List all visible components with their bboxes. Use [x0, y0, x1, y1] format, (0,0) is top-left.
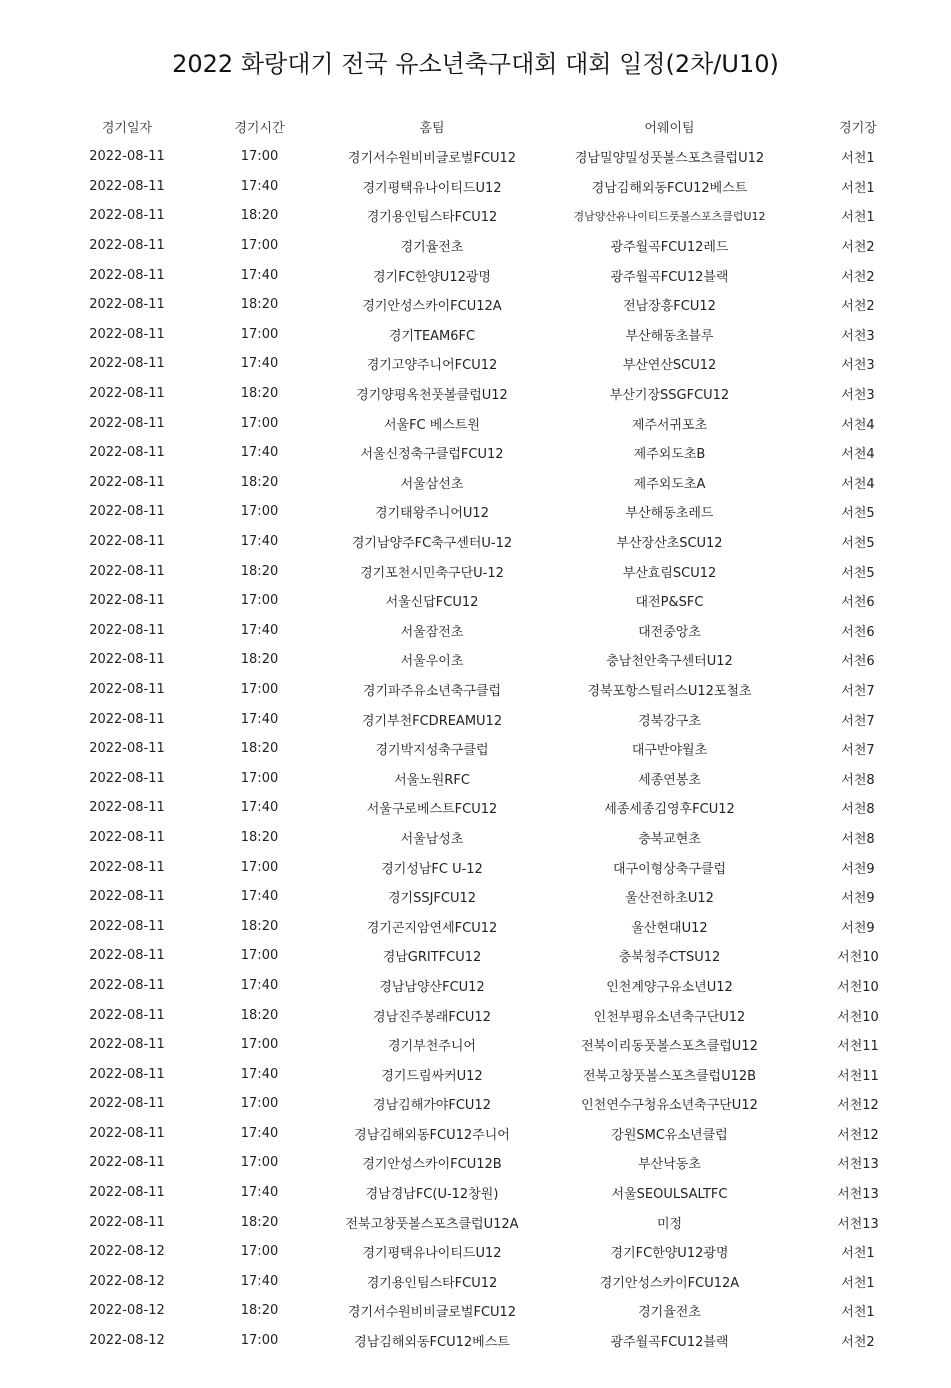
table-row	[62, 172, 914, 202]
cell-venue: 서천1	[841, 1246, 875, 1262]
cell-venue: 서천1	[841, 1275, 875, 1291]
table-row	[62, 468, 914, 498]
header-home: 홈팀	[419, 121, 445, 136]
cell-away: 충북교현초	[638, 831, 701, 847]
cell-away: 제주외도초B	[633, 447, 706, 463]
cell-time: 17:00	[240, 859, 279, 875]
cell-away: 경북포항스틸러스U12포철초	[587, 683, 752, 699]
table-row	[62, 616, 914, 646]
cell-time: 17:00	[240, 238, 279, 254]
cell-time: 18:20	[240, 918, 279, 934]
cell-away: 경기율전초	[638, 1305, 701, 1321]
cell-time: 17:00	[240, 1333, 279, 1349]
cell-away: 전남장흥FCU12	[623, 299, 716, 315]
cell-date: 2022-08-11	[89, 770, 165, 786]
page-title: 2022 화랑대기 전국 유소년축구대회 대회 일정(2차/U10)	[172, 50, 779, 78]
cell-date: 2022-08-11	[89, 1066, 165, 1082]
cell-venue: 서천3	[841, 388, 875, 404]
cell-away: 경남김해외동FCU12베스트	[591, 180, 748, 196]
cell-home: 서울우이초	[400, 654, 464, 670]
cell-venue: 서천11	[837, 1068, 879, 1084]
table-row	[62, 675, 914, 705]
cell-away: 광주월곡FCU12레드	[610, 240, 729, 256]
cell-away: 인천계양구유소년U12	[606, 979, 733, 995]
cell-date: 2022-08-11	[89, 149, 165, 165]
table-row	[62, 971, 914, 1001]
cell-time: 17:00	[240, 504, 279, 520]
cell-time: 17:00	[240, 326, 279, 342]
cell-date: 2022-08-11	[89, 178, 165, 194]
table-row	[62, 1326, 914, 1356]
header-venue: 경기장	[839, 121, 877, 136]
cell-venue: 서천1	[841, 180, 875, 196]
cell-venue: 서천7	[841, 743, 875, 759]
cell-home: 경기FC한양U12광명	[373, 269, 491, 285]
cell-time: 17:00	[240, 593, 279, 609]
cell-date: 2022-08-11	[89, 386, 165, 402]
cell-venue: 서천2	[841, 269, 875, 285]
cell-time: 17:40	[240, 1125, 279, 1141]
header-away: 어웨이팀	[644, 121, 695, 136]
cell-home: 경기양평옥천풋볼클럽U12	[356, 388, 508, 404]
cell-venue: 서천5	[841, 565, 875, 581]
cell-venue: 서천7	[841, 683, 875, 699]
cell-date: 2022-08-11	[89, 800, 165, 816]
table-row	[62, 1237, 914, 1267]
cell-home: 경기남양주FC축구센터U-12	[351, 536, 513, 552]
cell-time: 17:40	[240, 267, 279, 283]
cell-time: 17:00	[240, 1096, 279, 1112]
schedule-table	[62, 111, 914, 1355]
cell-home: 경기포천시민축구단U-12	[360, 565, 504, 581]
cell-away: 부산기장SSGFCU12	[609, 388, 730, 404]
table-row	[62, 1059, 914, 1089]
table-row	[62, 201, 914, 231]
cell-away: 부산효림SCU12	[622, 565, 717, 581]
cell-home: 경기곤지암연세FCU12	[366, 920, 498, 936]
cell-venue: 서천4	[841, 417, 875, 433]
cell-venue: 서천2	[841, 240, 875, 256]
cell-time: 17:00	[240, 1155, 279, 1171]
cell-date: 2022-08-11	[89, 238, 165, 254]
cell-away: 부산연산SCU12	[622, 358, 717, 374]
cell-home: 서울노원RFC	[394, 772, 470, 788]
cell-time: 17:00	[240, 1244, 279, 1260]
cell-home: 경기박지성축구클럽	[375, 743, 489, 759]
cell-time: 18:20	[240, 297, 279, 313]
cell-venue: 서천1	[841, 151, 875, 167]
cell-time: 17:40	[240, 534, 279, 550]
table-row	[62, 852, 914, 882]
cell-home: 전북고창풋볼스포츠클럽U12A	[345, 1216, 519, 1232]
cell-date: 2022-08-11	[89, 889, 165, 905]
table-row	[62, 1207, 914, 1237]
cell-time: 17:40	[240, 1273, 279, 1289]
cell-date: 2022-08-11	[89, 1125, 165, 1141]
table-row	[62, 911, 914, 941]
table-row	[62, 349, 914, 379]
cell-date: 2022-08-11	[89, 948, 165, 964]
cell-time: 17:00	[240, 948, 279, 964]
cell-venue: 서천6	[841, 595, 875, 611]
cell-home: 경기서수원비비글로벌FCU12	[347, 1305, 517, 1321]
cell-time: 18:20	[240, 652, 279, 668]
cell-venue: 서천1	[841, 1305, 875, 1321]
cell-time: 17:00	[240, 149, 279, 165]
cell-time: 18:20	[240, 741, 279, 757]
cell-date: 2022-08-11	[89, 1007, 165, 1023]
table-row	[62, 763, 914, 793]
cell-away: 대전중앙초	[638, 624, 701, 640]
cell-venue: 서천10	[837, 979, 879, 995]
cell-venue: 서천7	[841, 713, 875, 729]
cell-venue: 서천2	[841, 299, 875, 315]
cell-away: 충북청주CTSU12	[618, 950, 721, 966]
table-row	[62, 497, 914, 527]
cell-home: 경기부천FCDREAMU12	[361, 713, 503, 729]
cell-venue: 서천10	[837, 950, 879, 966]
cell-date: 2022-08-11	[89, 1214, 165, 1230]
table-row	[62, 320, 914, 350]
cell-date: 2022-08-11	[89, 534, 165, 550]
cell-venue: 서천9	[841, 861, 875, 877]
table-row	[62, 823, 914, 853]
cell-home: 서울구로베스트FCU12	[366, 802, 498, 818]
cell-date: 2022-08-11	[89, 356, 165, 372]
cell-time: 17:00	[240, 770, 279, 786]
cell-venue: 서천13	[837, 1187, 879, 1203]
cell-venue: 서천12	[837, 1098, 879, 1114]
header-time: 경기시간	[234, 121, 285, 136]
cell-time: 18:20	[240, 1303, 279, 1319]
cell-date: 2022-08-11	[89, 297, 165, 313]
cell-venue: 서천1	[841, 210, 875, 226]
table-row	[62, 1000, 914, 1030]
cell-date: 2022-08-12	[89, 1244, 165, 1260]
cell-time: 17:00	[240, 681, 279, 697]
header-date: 경기일자	[101, 121, 153, 136]
table-row	[62, 142, 914, 172]
cell-away: 경기안성스카이FCU12A	[599, 1275, 740, 1291]
cell-home: 경기평택유나이티드U12	[362, 1246, 502, 1262]
cell-home: 경남김해외동FCU12베스트	[354, 1335, 510, 1351]
cell-date: 2022-08-11	[89, 563, 165, 579]
table-row	[62, 793, 914, 823]
cell-time: 17:40	[240, 800, 279, 816]
cell-time: 17:40	[240, 622, 279, 638]
cell-home: 경남김해외동FCU12주니어	[354, 1127, 510, 1143]
cell-time: 17:40	[240, 178, 279, 194]
table-row	[62, 1089, 914, 1119]
table-row	[62, 1119, 914, 1149]
cell-home: 경남남양산FCU12	[379, 979, 485, 995]
cell-time: 17:40	[240, 711, 279, 727]
cell-date: 2022-08-11	[89, 593, 165, 609]
cell-date: 2022-08-12	[89, 1303, 165, 1319]
cell-home: 경기서수원비비글로벌FCU12	[347, 151, 517, 167]
cell-home: 서울신정축구클럽FCU12	[360, 447, 504, 463]
cell-time: 18:20	[240, 474, 279, 490]
cell-date: 2022-08-12	[89, 1273, 165, 1289]
cell-home: 경남진주봉래FCU12	[373, 1009, 491, 1025]
cell-home: 서울남성초	[400, 831, 464, 847]
table-row	[62, 260, 914, 290]
cell-date: 2022-08-11	[89, 1155, 165, 1171]
cell-time: 18:20	[240, 1007, 279, 1023]
cell-time: 17:40	[240, 977, 279, 993]
cell-venue: 서천3	[841, 328, 875, 344]
cell-home: 서울신답FCU12	[385, 595, 479, 611]
table-row	[62, 941, 914, 971]
cell-away: 미정	[656, 1216, 683, 1232]
cell-home: 경기드림싸커U12	[381, 1068, 483, 1084]
cell-home: 경남김해가야FCU12	[373, 1098, 491, 1114]
cell-home: 경기용인팀스타FCU12	[366, 1275, 498, 1291]
cell-away: 세종연봉초	[638, 772, 701, 788]
cell-date: 2022-08-11	[89, 415, 165, 431]
cell-away: 경북강구초	[638, 713, 701, 729]
cell-time: 17:40	[240, 1185, 279, 1201]
cell-venue: 서천9	[841, 891, 875, 907]
cell-venue: 서천5	[841, 536, 875, 552]
table-row	[62, 586, 914, 616]
cell-away: 경기FC한양U12광명	[610, 1246, 729, 1262]
cell-time: 18:20	[240, 208, 279, 224]
cell-home: 경기용인팀스타FCU12	[366, 210, 498, 226]
cell-away: 울산현대U12	[631, 920, 708, 936]
cell-date: 2022-08-11	[89, 622, 165, 638]
table-row	[62, 438, 914, 468]
cell-home: 경기SSJFCU12	[387, 891, 477, 907]
cell-date: 2022-08-11	[89, 1037, 165, 1053]
cell-venue: 서천9	[841, 920, 875, 936]
cell-venue: 서천8	[841, 831, 875, 847]
cell-home: 경기고양주니어FCU12	[366, 358, 498, 374]
cell-time: 18:20	[240, 386, 279, 402]
table-row	[62, 1178, 914, 1208]
table-row	[62, 527, 914, 557]
cell-away: 경남양산유나이티드풋볼스포츠클럽U12	[573, 209, 766, 223]
cell-away: 제주서귀포초	[631, 417, 708, 433]
cell-away: 부산해동초레드	[625, 506, 714, 522]
cell-away: 강원SMC유소년클럽	[611, 1127, 728, 1143]
table-row	[62, 1267, 914, 1297]
cell-time: 18:20	[240, 563, 279, 579]
cell-venue: 서천13	[837, 1216, 879, 1232]
cell-time: 17:40	[240, 1066, 279, 1082]
cell-away: 대전P&SFC	[635, 595, 704, 611]
cell-date: 2022-08-11	[89, 267, 165, 283]
cell-home: 경기파주유소년축구클럽	[362, 683, 502, 699]
cell-time: 17:00	[240, 415, 279, 431]
cell-home: 경기태왕주니어U12	[375, 506, 489, 522]
table-row	[62, 704, 914, 734]
cell-away: 전북이리동풋볼스포츠클럽U12	[581, 1039, 758, 1055]
cell-time: 17:40	[240, 445, 279, 461]
cell-away: 서울SEOULSALTFC	[611, 1187, 728, 1203]
cell-date: 2022-08-11	[89, 208, 165, 224]
cell-time: 18:20	[240, 829, 279, 845]
cell-venue: 서천6	[841, 654, 875, 670]
cell-venue: 서천6	[841, 624, 875, 640]
cell-date: 2022-08-11	[89, 741, 165, 757]
cell-date: 2022-08-11	[89, 859, 165, 875]
cell-date: 2022-08-11	[89, 504, 165, 520]
cell-venue: 서천5	[841, 506, 875, 522]
cell-away: 충남천안축구센터U12	[606, 654, 733, 670]
cell-away: 인천부평유소년축구단U12	[593, 1009, 746, 1025]
cell-home: 경기성남FC U-12	[381, 861, 483, 877]
cell-date: 2022-08-12	[89, 1333, 165, 1349]
cell-date: 2022-08-11	[89, 1096, 165, 1112]
table-row	[62, 290, 914, 320]
table-row	[62, 1148, 914, 1178]
table-row	[62, 882, 914, 912]
cell-home: 경남GRITFCU12	[382, 950, 482, 966]
cell-date: 2022-08-11	[89, 474, 165, 490]
cell-venue: 서천3	[841, 358, 875, 374]
cell-home: 서울FC 베스트원	[383, 417, 481, 433]
cell-home: 경기부천주니어	[388, 1039, 476, 1055]
cell-home: 경기율전초	[400, 240, 464, 256]
table-row	[62, 379, 914, 409]
cell-venue: 서천11	[837, 1039, 879, 1055]
cell-away: 인천연수구청유소년축구단U12	[581, 1098, 758, 1114]
cell-home: 경기TEAM6FC	[388, 328, 476, 344]
cell-away: 울산전하초U12	[625, 891, 714, 907]
cell-home: 서울삼선초	[400, 476, 464, 492]
cell-away: 부산장산초SCU12	[616, 536, 723, 552]
cell-date: 2022-08-11	[89, 445, 165, 461]
cell-venue: 서천8	[841, 802, 875, 818]
cell-venue: 서천8	[841, 772, 875, 788]
cell-date: 2022-08-11	[89, 977, 165, 993]
cell-time: 17:40	[240, 889, 279, 905]
cell-home: 경기안성스카이FCU12B	[362, 1157, 502, 1173]
cell-away: 세종세종김영후FCU12	[604, 802, 735, 818]
cell-date: 2022-08-11	[89, 1185, 165, 1201]
table-row	[62, 408, 914, 438]
table-row	[62, 1030, 914, 1060]
table-row	[62, 645, 914, 675]
cell-away: 대구이형상축구클럽	[612, 861, 727, 877]
header-row	[62, 111, 914, 142]
cell-away: 대구반야월초	[631, 743, 708, 759]
table-row	[62, 231, 914, 261]
cell-venue: 서천10	[837, 1009, 879, 1025]
cell-home: 경기평택유나이티드U12	[362, 180, 502, 196]
cell-home: 서울잠전초	[400, 624, 464, 640]
cell-date: 2022-08-11	[89, 918, 165, 934]
cell-time: 18:20	[240, 1214, 279, 1230]
cell-venue: 서천2	[841, 1335, 875, 1351]
cell-date: 2022-08-11	[89, 326, 165, 342]
cell-away: 전북고창풋볼스포츠클럽U12B	[582, 1068, 757, 1084]
cell-away: 광주월곡FCU12블랙	[610, 269, 729, 285]
cell-home: 경기안성스카이FCU12A	[362, 299, 502, 315]
cell-date: 2022-08-11	[89, 652, 165, 668]
cell-away: 제주외도초A	[633, 476, 706, 492]
cell-venue: 서천4	[841, 447, 875, 463]
cell-venue: 서천13	[837, 1157, 879, 1173]
cell-away: 경남밀양밀성풋볼스포츠클럽U12	[574, 151, 765, 167]
table-row	[62, 1296, 914, 1326]
cell-venue: 서천12	[837, 1127, 879, 1143]
cell-date: 2022-08-11	[89, 681, 165, 697]
cell-away: 부산해동초블루	[625, 328, 714, 344]
cell-time: 17:00	[240, 1037, 279, 1053]
cell-away: 광주월곡FCU12블랙	[610, 1335, 729, 1351]
table-row	[62, 734, 914, 764]
cell-away: 부산낙동초	[638, 1157, 701, 1173]
cell-home: 경남경남FC(U-12창원)	[365, 1187, 499, 1203]
cell-date: 2022-08-11	[89, 829, 165, 845]
table-row	[62, 556, 914, 586]
cell-venue: 서천4	[841, 476, 875, 492]
cell-date: 2022-08-11	[89, 711, 165, 727]
cell-time: 17:40	[240, 356, 279, 372]
